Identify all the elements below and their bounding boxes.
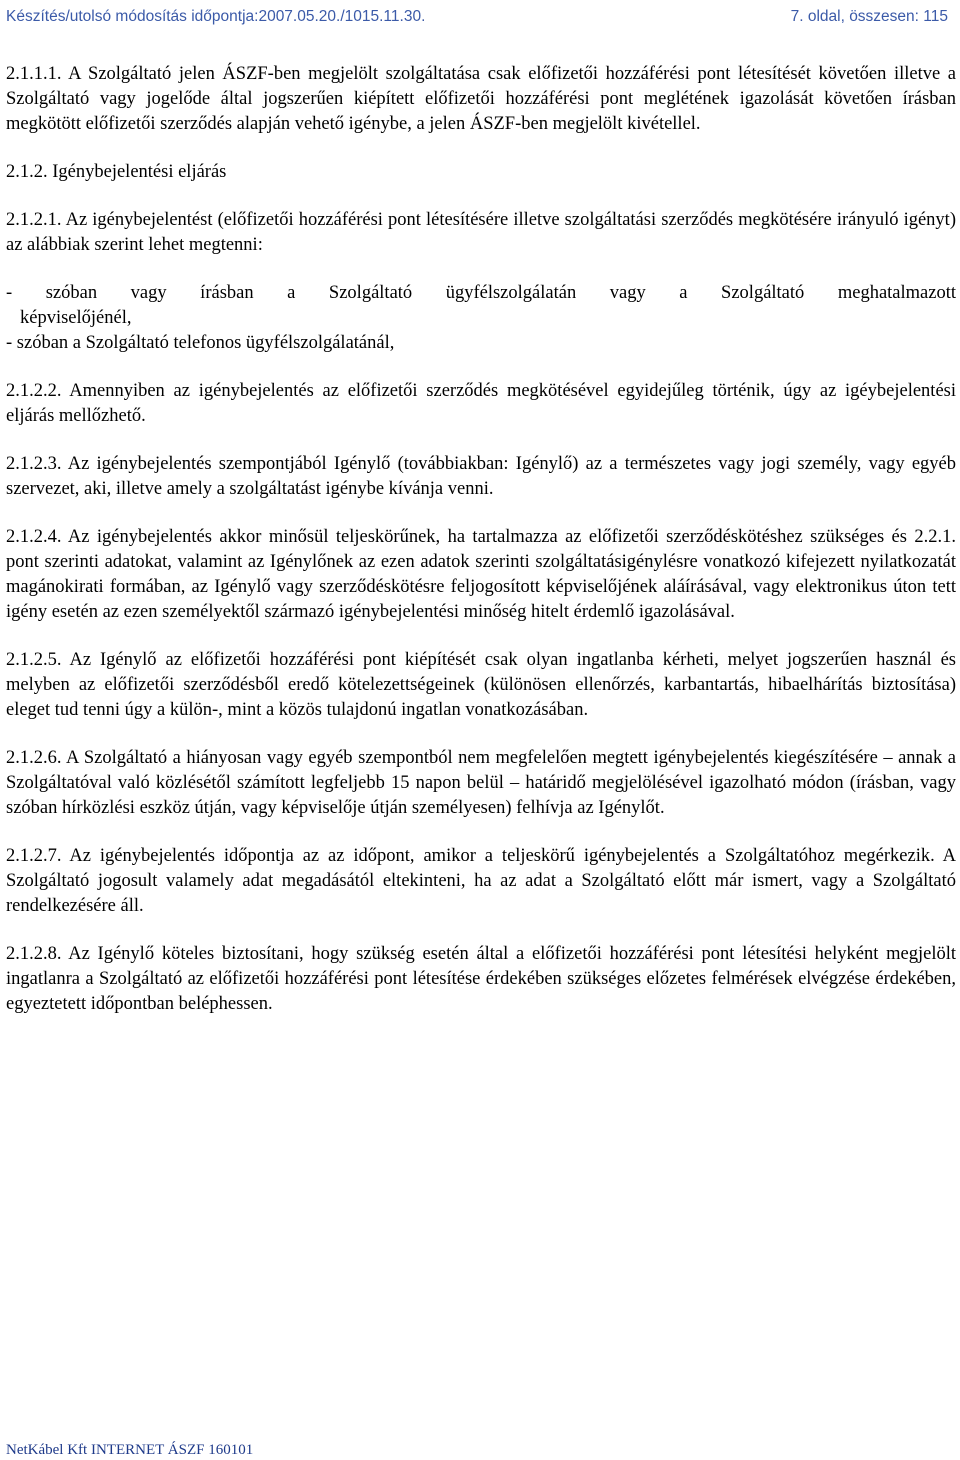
section-2-1-2-3: [6, 452, 956, 502]
section-2-1-2-7: [6, 844, 956, 919]
header-timestamp: Készítés/utolsó módosítás időpontja:2007.05.20./1015.11.30.: [6, 8, 426, 25]
section-number: 2.1.2.2.: [6, 381, 62, 401]
list-item-text: - szóban a Szolgáltató telefonos ügyfélszolgálatánál,: [6, 333, 395, 353]
request-channels-list: [6, 281, 956, 356]
section-2-1-2-5: [6, 648, 956, 723]
list-item-text: - szóban vagy írásban a Szolgáltató ügyfélszolgálatán vagy a Szolgáltató meghatalmazott: [6, 283, 956, 303]
page-footer: NetKábel Kft INTERNET ÁSZF 160101: [6, 1442, 254, 1458]
section-heading-2-1-2: 2.1.2. Igénybejelentési eljárás: [6, 162, 227, 182]
section-text: Az Igénylő az előfizetői hozzáférési pont kiépítését csak olyan ingatlanba kérheti, melyet jogszerűen használ és melyben az előfizetői szerződésből eredő kötelezettségeinek (különösen ellenőrzés, karbantartás, hibaelhárítás biztosítása) eleget tud tenni úgy a külön-, mint a közös tulajdonú ingatlan vonatkozásában.: [6, 650, 956, 720]
section-text: Amennyiben az igénybejelentés az előfizetői szerződés megkötésével egyidejűleg történik, úgy az igéybejelentési eljárás mellőzhető.: [6, 381, 956, 426]
section-text: Az igénybejelentés szempontjából Igénylő (továbbiakban: Igénylő) az a természetes vagy jogi személy, vagy egyéb szervezet, aki, illetve amely a szolgáltatást igénybe kívánja venni.: [6, 454, 956, 499]
section-text: Az igénybejelentést (előfizetői hozzáférési pont létesítésére illetve szolgáltatási szerződés megkötésére irányuló igényt) az alábbiak szerint lehet megtenni:: [6, 210, 956, 255]
section-2-1-2-6: [6, 746, 956, 821]
section-number: 2.1.2.8.: [6, 944, 62, 964]
header-page-counter: 7. oldal, összesen: 115: [790, 8, 948, 25]
section-text: Az igénybejelentés akkor minősül teljeskörűnek, ha tartalmazza az előfizetői szerződéskötéshez szükséges és 2.2.1. pont szerinti adatokat, valamint az Igénylőnek az ezen adatok szerinti szolgáltatásigénylésre vonatkozó kifejezett nyilatkozatát magánokirati formában, az Igénylő vagy szerződéskötésre feljogosított képviselőjének aláírásával, vagy elektronikus úton tett igény esetén az ezen személyektől származó igénybejelentési minőség hitelt érdemlő igazolásával.: [6, 527, 956, 622]
section-number: 2.1.2.1.: [6, 210, 62, 230]
section-text: A Szolgáltató a hiányosan vagy egyéb szempontból nem megfelelően megtett igénybejelentés kiegészítésére – annak a Szolgáltatóval való közlésétől számított legfeljebb 15 napon belül – határidő megjelölésével igazolható módon (írásban, vagy szóban hírközlési eszköz útján, vagy képviselője útján személyesen) felhívja az Igénylőt.: [6, 748, 956, 818]
list-item: [6, 281, 956, 331]
list-item-continuation: képviselőjénél,: [20, 308, 132, 328]
section-2-1-2-2: [6, 379, 956, 429]
section-number: 2.1.2.4.: [6, 527, 62, 547]
section-2-1-2-1: [6, 208, 956, 258]
section-number: 2.1.2.5.: [6, 650, 62, 670]
section-number: 2.1.1.1.: [6, 64, 62, 84]
section-text: A Szolgáltató jelen ÁSZF-ben megjelölt szolgáltatása csak előfizetői hozzáférési pont létesítését követően illetve a Szolgáltató vagy jogelőde által jogszerűen kiépített előfizetői hozzáférési pont meglétének igazolását követően írásban megkötött előfizetői szerződés alapján vehető igénybe, a jelen ÁSZF-ben megjelölt kivétellel.: [6, 64, 956, 134]
section-text: Az Igénylő köteles biztosítani, hogy szükség esetén által a előfizetői hozzáférési pont létesítési helyként megjelölt ingatlanra a Szolgáltató az előfizetői hozzáférési pont létesítése érdekében szükséges előzetes felmérések elvégzése érdekében, egyeztetett időpontban beléphessen.: [6, 944, 956, 1014]
section-number: 2.1.2.7.: [6, 846, 62, 866]
section-text: Az igénybejelentés időpontja az az időpont, amikor a teljeskörű igénybejelentés a Szolgáltatóhoz megérkezik. A Szolgáltató jogosult valamely adat megadásától eltekinteni, ha az adat a Szolgáltató előtt már ismert, vagy a Szolgáltató rendelkezésére áll.: [6, 846, 956, 916]
section-number: 2.1.2.6.: [6, 748, 62, 768]
document-body: [6, 62, 956, 1017]
list-item: [6, 331, 956, 356]
section-2-1-2-4: [6, 525, 956, 625]
section-number: 2.1.2.3.: [6, 454, 62, 474]
section-2-1-2-8: [6, 942, 956, 1017]
page-header: [6, 8, 952, 30]
section-2-1-1-1: [6, 62, 956, 137]
